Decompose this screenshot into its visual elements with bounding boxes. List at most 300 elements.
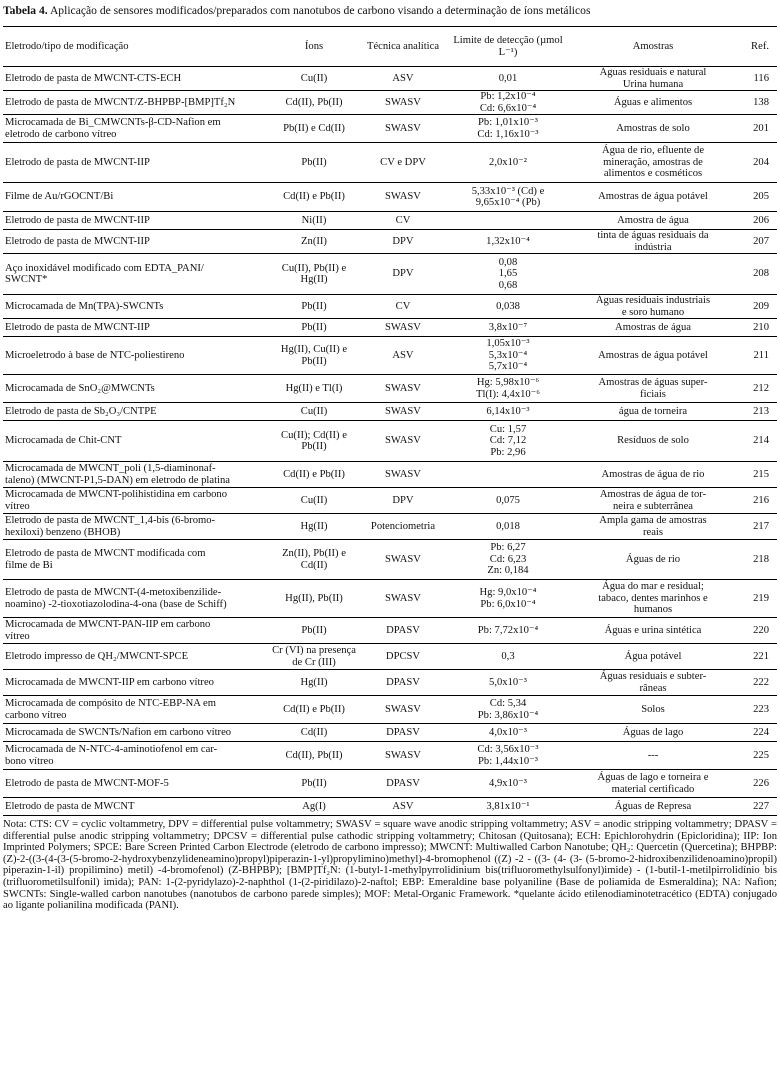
detection-limit-cell — [443, 337, 573, 375]
detection-limit-cell-line: 6,14x10⁻³ — [486, 405, 530, 417]
ions-cell-line: Pb(II) — [301, 441, 327, 452]
detection-limit-cell — [443, 742, 573, 770]
technique-cell — [363, 67, 443, 91]
electrode-cell — [3, 462, 265, 488]
samples-cell-line: Águas residuais industriais — [595, 295, 711, 307]
electrode-cell-line: Eletrodo de pasta de MWCNT/Z-BHPBP-[BMP]Tf₂N — [5, 96, 236, 108]
header-ions: Íons — [304, 40, 324, 52]
detection-limit-cell-line: Pb: 1,44x10⁻³ — [478, 755, 538, 767]
ions-cell-line: Hg(II) — [300, 274, 328, 285]
ref-cell: 206 — [753, 214, 769, 226]
detection-limit-cell — [443, 212, 573, 230]
ref-cell: 220 — [753, 624, 769, 636]
detection-limit-cell-line: 3,8x10⁻⁷ — [488, 321, 528, 333]
samples-cell — [573, 319, 733, 337]
table-row — [3, 580, 777, 618]
samples-cell-line: água de torneira — [618, 405, 688, 417]
detection-limit-cell-line: Hg: 5,98x10⁻⁶ — [476, 377, 540, 389]
technique-cell — [363, 514, 443, 540]
technique-cell — [363, 540, 443, 580]
samples-cell-line: Água de rio, efluente de — [601, 145, 705, 157]
table-row — [3, 91, 777, 115]
technique-cell — [363, 254, 443, 295]
ions-cell — [265, 540, 363, 580]
table-row — [3, 696, 777, 724]
electrode-cell-line: vítreo — [5, 500, 30, 512]
ref-cell: 224 — [753, 726, 769, 738]
detection-limit-cell — [443, 319, 573, 337]
samples-cell — [573, 580, 733, 618]
samples-cell-line: alimentos e cosméticos — [603, 168, 703, 180]
detection-limit-cell-line: Pb: 7,72x10⁻⁴ — [477, 624, 539, 636]
table-row — [3, 488, 777, 514]
samples-cell-line: Águas de lago e torneira e — [597, 772, 709, 784]
samples-cell-line: Amostras de água de tor- — [599, 489, 707, 501]
ref-cell: 226 — [753, 777, 769, 789]
detection-limit-cell — [443, 403, 573, 421]
ions-cell-line: Cd(II), Pb(II) — [285, 749, 343, 761]
ref-cell: 217 — [753, 520, 769, 532]
technique-cell-line: SWASV — [385, 435, 421, 447]
samples-cell — [573, 644, 733, 670]
electrode-cell — [3, 254, 265, 295]
technique-cell-line: SWASV — [385, 191, 421, 203]
samples-cell — [573, 742, 733, 770]
detection-limit-cell-line: Zn: 0,184 — [487, 565, 529, 577]
electrode-cell-line: taleno) (MWCNT-P1,5-DAN) em eletrodo de platina — [5, 474, 230, 486]
detection-limit-cell-line: 5,3x10⁻⁴ — [488, 349, 528, 361]
technique-cell — [363, 319, 443, 337]
ref-cell: 218 — [753, 553, 769, 565]
ions-cell — [265, 143, 363, 183]
samples-cell — [573, 514, 733, 540]
ions-cell — [265, 254, 363, 295]
ref-cell: 221 — [753, 650, 769, 662]
table-row — [3, 254, 777, 295]
technique-cell-line: SWASV — [385, 703, 421, 715]
technique-cell-line: ASV — [392, 800, 414, 812]
table-row — [3, 540, 777, 580]
table-row — [3, 770, 777, 798]
electrode-cell-line: Microcamada de Mn(TPA)-SWCNTs — [5, 300, 164, 312]
technique-cell-line: DPASV — [386, 676, 420, 688]
electrode-cell-line: Eletrodo de pasta de MWCNT-IIP — [5, 235, 150, 247]
ions-cell — [265, 696, 363, 724]
electrode-cell-line: Eletrodo de pasta de MWCNT modificada com — [5, 548, 206, 560]
ref-cell: 219 — [753, 592, 769, 604]
samples-cell-line: Amostras de solo — [616, 122, 690, 134]
technique-cell — [363, 770, 443, 798]
ions-cell — [265, 462, 363, 488]
detection-limit-cell-line: 4,0x10⁻³ — [489, 726, 527, 738]
detection-limit-cell-line: 5,7x10⁻⁴ — [488, 361, 528, 373]
samples-cell-line: tinta de águas residuais da — [597, 230, 709, 242]
detection-limit-cell-line: Hg: 9,0x10⁻⁴ — [479, 587, 537, 599]
detection-limit-cell-line: Cu: 1,57 — [489, 423, 527, 435]
ions-cell-line: Hg(II) — [300, 520, 328, 532]
ref-cell: 208 — [753, 268, 769, 280]
samples-cell-line: indústria — [634, 241, 672, 253]
ions-cell-line: Hg(II), Cu(II) e — [280, 344, 348, 356]
samples-cell — [573, 91, 733, 115]
detection-limit-cell-line: Pb: 6,0x10⁻⁴ — [480, 598, 536, 610]
detection-limit-cell — [443, 580, 573, 618]
electrode-cell-line: SWCNT* — [5, 274, 48, 285]
sensors-table — [3, 26, 777, 816]
technique-cell — [363, 421, 443, 462]
electrode-cell — [3, 403, 265, 421]
electrode-cell — [3, 798, 265, 816]
technique-cell-line: SWASV — [385, 122, 421, 134]
detection-limit-cell — [443, 724, 573, 742]
ref-cell: 227 — [753, 800, 769, 812]
ref-cell: 205 — [753, 191, 769, 203]
ions-cell — [265, 115, 363, 143]
electrode-cell — [3, 644, 265, 670]
ions-cell-line: Pb(II) e Cd(II) — [283, 122, 345, 134]
ions-cell-line: Pb(II) — [301, 777, 327, 789]
detection-limit-cell-line: Cd: 1,16x10⁻³ — [477, 128, 539, 140]
detection-limit-cell-line: 0,01 — [498, 72, 518, 84]
electrode-cell — [3, 337, 265, 375]
ref-cell: 223 — [753, 703, 769, 715]
ions-cell — [265, 580, 363, 618]
technique-cell-line: SWASV — [385, 553, 421, 565]
electrode-cell-line: Microcamada de N-NTC-4-aminotiofenol em car- — [5, 744, 218, 756]
samples-cell — [573, 488, 733, 514]
ref-cell: 116 — [753, 72, 769, 84]
ions-cell-line: Hg(II) e Tl(I) — [285, 382, 343, 394]
electrode-cell-line: noamino) -2-tioxotiazolodina-4-ona (base de Schiff) — [5, 598, 227, 610]
detection-limit-cell-line: 0,018 — [496, 520, 520, 532]
ref-cell: 213 — [753, 405, 769, 417]
ions-cell — [265, 67, 363, 91]
samples-cell-line: Águas e alimentos — [613, 96, 693, 108]
detection-limit-cell-line: 4,9x10⁻³ — [489, 777, 527, 789]
ions-cell — [265, 421, 363, 462]
technique-cell-line: SWASV — [385, 405, 421, 417]
technique-cell-line: Potenciometria — [370, 520, 436, 532]
ref-cell: 214 — [753, 435, 769, 447]
technique-cell — [363, 183, 443, 212]
table-row — [3, 618, 777, 644]
detection-limit-cell — [443, 696, 573, 724]
ions-cell — [265, 295, 363, 319]
samples-cell — [573, 183, 733, 212]
ions-cell-line: Hg(II), Pb(II) — [285, 592, 343, 604]
samples-cell-line: Amostras de água de rio — [601, 468, 705, 480]
technique-cell-line: CV — [395, 300, 411, 312]
technique-cell — [363, 488, 443, 514]
samples-cell-line: Águas de lago — [622, 726, 684, 738]
table-row — [3, 670, 777, 696]
electrode-cell-line: carbono vítreo — [5, 709, 67, 721]
samples-cell-line: Solos — [641, 703, 665, 715]
samples-cell-line: Águas de rio — [625, 553, 681, 565]
electrode-cell-line: Eletrodo de pasta de MWCNT-IIP — [5, 321, 150, 333]
electrode-cell — [3, 540, 265, 580]
ions-cell-line: Cd(II), Pb(II) — [285, 96, 343, 108]
samples-cell-line: --- — [647, 749, 659, 761]
detection-limit-cell-line: 1,05x10⁻³ — [486, 338, 530, 350]
detection-limit-cell — [443, 540, 573, 580]
electrode-cell — [3, 319, 265, 337]
technique-cell — [363, 403, 443, 421]
detection-limit-cell-line: Pb: 6,27 — [490, 542, 526, 554]
ref-cell: 204 — [753, 156, 769, 168]
detection-limit-cell-line: 1,65 — [498, 268, 518, 280]
electrode-cell-line: Microeletrodo à base de NTC-poliestireno — [5, 349, 185, 361]
detection-limit-cell-line: 1,32x10⁻⁴ — [486, 235, 530, 247]
table-row — [3, 724, 777, 742]
ions-cell-line: Ni(II) — [301, 214, 327, 226]
samples-cell — [573, 230, 733, 254]
samples-cell-line: Águas residuais e subter- — [599, 671, 707, 683]
table-row — [3, 183, 777, 212]
detection-limit-cell-line: 2,0x10⁻² — [489, 156, 527, 168]
electrode-cell-line: Microcamada de MWCNT-polihistidina em carbono — [5, 489, 228, 501]
technique-cell — [363, 644, 443, 670]
table-row — [3, 295, 777, 319]
samples-cell — [573, 770, 733, 798]
technique-cell-line: DPASV — [386, 624, 420, 636]
technique-cell-line: DPV — [392, 494, 414, 506]
ions-cell-line: Cd(II) — [300, 726, 328, 738]
technique-cell-line: SWASV — [385, 96, 421, 108]
samples-cell-line: râneas — [639, 682, 667, 694]
detection-limit-cell-line: 0,3 — [501, 650, 515, 662]
ions-cell-line: Cu(II) — [300, 405, 328, 417]
table-row — [3, 403, 777, 421]
electrode-cell-line: Microcamada de MWCNT-PAN-IIP em carbono — [5, 619, 211, 631]
electrode-cell-line: Microcamada de Chit-CNT — [5, 435, 122, 447]
samples-cell-line: Resíduos de solo — [617, 435, 689, 447]
electrode-cell-line: Filme de Au/rGOCNT/Bi — [5, 191, 114, 203]
table-row — [3, 115, 777, 143]
electrode-cell — [3, 618, 265, 644]
electrode-cell-line: Microcamada de Bi_CMWCNTs-β-CD-Nafion em — [5, 117, 221, 129]
ions-cell — [265, 375, 363, 403]
detection-limit-cell-line: Cd: 6,6x10⁻⁴ — [479, 102, 537, 114]
electrode-cell-line: Eletrodo de pasta de MWCNT-(4-metoxibenzilide- — [5, 587, 222, 599]
detection-limit-cell-line: Pb: 2,96 — [490, 446, 526, 458]
ions-cell-line: Zn(II), Pb(II) e — [282, 548, 346, 560]
detection-limit-cell-line: 5,33x10⁻³ (Cd) e — [471, 185, 545, 197]
electrode-cell — [3, 724, 265, 742]
samples-cell — [573, 403, 733, 421]
table-row — [3, 421, 777, 462]
ions-cell — [265, 183, 363, 212]
detection-limit-cell — [443, 421, 573, 462]
samples-cell-line: Urina humana — [622, 78, 684, 90]
samples-cell — [573, 724, 733, 742]
electrode-cell — [3, 212, 265, 230]
ions-cell-line: Cd(II) — [300, 559, 328, 571]
header-technique: Técnica analítica — [366, 40, 440, 52]
header-ref: Ref. — [751, 40, 769, 52]
ions-cell-line: Pb(II) — [301, 321, 327, 333]
technique-cell-line: ASV — [392, 349, 414, 361]
samples-cell-line: Amostras de águas super- — [598, 377, 708, 389]
samples-cell — [573, 618, 733, 644]
table-row — [3, 514, 777, 540]
electrode-cell — [3, 514, 265, 540]
detection-limit-cell — [443, 644, 573, 670]
samples-cell-line: Água potável — [624, 650, 682, 662]
electrode-cell-line: eletrodo de carbono vítreo — [5, 128, 117, 140]
technique-cell-line: SWASV — [385, 592, 421, 604]
technique-cell — [363, 115, 443, 143]
ions-cell-line: Zn(II) — [301, 235, 327, 247]
technique-cell — [363, 337, 443, 375]
table-row — [3, 375, 777, 403]
technique-cell — [363, 618, 443, 644]
technique-cell — [363, 580, 443, 618]
detection-limit-cell — [443, 183, 573, 212]
ref-cell: 215 — [753, 468, 769, 480]
ions-cell — [265, 724, 363, 742]
detection-limit-cell — [443, 670, 573, 696]
detection-limit-cell — [443, 254, 573, 295]
ions-cell-line: Pb(II) — [301, 156, 327, 168]
table-row — [3, 644, 777, 670]
electrode-cell — [3, 91, 265, 115]
ions-cell-line: Pb(II) — [301, 624, 327, 636]
samples-cell-line: tabaco, dentes marinhos e — [598, 592, 708, 604]
table-row — [3, 230, 777, 254]
ions-cell-line: Cd(II) e Pb(II) — [283, 191, 345, 203]
ions-cell — [265, 212, 363, 230]
ions-cell-line: Cu(II) — [300, 72, 328, 84]
technique-cell-line: DPV — [392, 268, 414, 280]
ref-cell: 216 — [753, 494, 769, 506]
electrode-cell-line: Eletrodo de pasta de MWCNT-IIP — [5, 214, 150, 226]
samples-cell — [573, 212, 733, 230]
samples-cell-line: neira e subterrânea — [613, 500, 693, 512]
electrode-cell — [3, 742, 265, 770]
ref-cell: 225 — [753, 749, 769, 761]
ions-cell — [265, 488, 363, 514]
detection-limit-cell-line: Cd: 6,23 — [489, 553, 527, 565]
ions-cell-line: Cu(II), Pb(II) e — [281, 262, 347, 274]
table-header-row — [3, 27, 777, 67]
electrode-cell-line: Microcamada de MWCNT_poli (1,5-diaminonaf- — [5, 463, 216, 475]
ions-cell-line: Cr (VI) na presença — [272, 645, 356, 657]
samples-cell — [573, 115, 733, 143]
samples-cell — [573, 540, 733, 580]
technique-cell-line: SWASV — [385, 382, 421, 394]
detection-limit-cell — [443, 798, 573, 816]
ref-cell: 222 — [753, 676, 769, 688]
ref-cell: 210 — [753, 321, 769, 333]
table-caption — [3, 4, 777, 18]
ions-cell-line: de Cr (III) — [292, 656, 336, 668]
table-caption-text: Aplicação de sensores modificados/preparados com nanotubos de carbono visando a determinação de íons metálicos — [49, 4, 591, 17]
electrode-cell — [3, 295, 265, 319]
technique-cell — [363, 724, 443, 742]
samples-cell-line: Águas residuais e natural — [599, 67, 707, 79]
table-footnote: Nota: CTS: CV = cyclic voltammetry, DPV = differential pulse voltammetry; SWASV = square wave anodic stripping voltammetry; ASV = anodic stripping voltammetry; DPASV = differential pulse anodic stripping voltammetry; DPCSV = differential pulse cathodic stripping voltammetry; Chitosan (Quitosana); ECH: Epichlorohydrin (Epicloridina); IIP: Ion Imprinted Polymers; SPCE: Bare Screen Printed Carbon Electrode (eletrodo de carbono impresso); MWCNT: Multiwalled Carbon Nanotube; QH₂: Quercetin (Quercetina); BHPBP: (Z)-2-((3-(4-(3-(5-bromo-2-hydroxybenzylideneamino)propyl)piperazin-1-yl)propylimino)methyl)-4-bromophenol ((Z) -2 - ((3- (4- (3- (5-bromo-2-hidroxibenzilidenoamino)propil) piperazin-1-il) propilimino) metil) -4-bromofenol) (Z-BHPBP); [BMP]Tf₂N: (1-butyl-1-methylpyrrolidinium bis(trifluoromethylsulfonyl)imide) - (1-butil-1-metilpirrolidínio bis (trifluorometilsulfonil) imida); PAN: 1-(2-pyridylazo)-2-naphthol (1-(2-piridilazo)-2-naftol; EBP: Emeraldine base polyaniline (Base de poliamida de Esmeraldina); NA: Nafion; SWCNTs: Single-walled carbon nanotubes (nanotubos de carbono parede simples); MOF: Metal-Organic Framework. *quelante ácido etilenodiaminotetracético (EDTA) conjugado ao ligante polianilina modificada (PANI). — [3, 819, 777, 912]
electrode-cell — [3, 143, 265, 183]
samples-cell — [573, 421, 733, 462]
technique-cell — [363, 230, 443, 254]
samples-cell — [573, 67, 733, 91]
detection-limit-cell-line: Pb: 1,2x10⁻⁴ — [480, 91, 536, 103]
samples-cell — [573, 295, 733, 319]
technique-cell-line: SWASV — [385, 749, 421, 761]
ions-cell — [265, 91, 363, 115]
ions-cell-line: Cd(II) e Pb(II) — [283, 468, 345, 480]
ions-cell-line: Pb(II) — [301, 355, 327, 367]
ref-cell: 207 — [753, 235, 769, 247]
detection-limit-cell-line: Cd: 3,56x10⁻³ — [477, 744, 539, 756]
table-row — [3, 143, 777, 183]
samples-cell — [573, 798, 733, 816]
technique-cell-line: DPCSV — [385, 650, 421, 662]
detection-limit-cell-line: 5,0x10⁻³ — [489, 676, 527, 688]
ions-cell — [265, 742, 363, 770]
electrode-cell — [3, 183, 265, 212]
technique-cell — [363, 462, 443, 488]
electrode-cell — [3, 770, 265, 798]
ref-cell: 212 — [753, 382, 769, 394]
detection-limit-cell — [443, 488, 573, 514]
technique-cell — [363, 212, 443, 230]
ions-cell-line: Cu(II) — [300, 494, 328, 506]
detection-limit-cell-line: Pb: 3,86x10⁻⁴ — [477, 709, 539, 721]
detection-limit-cell — [443, 295, 573, 319]
samples-cell-line: e soro humano — [621, 306, 685, 318]
detection-limit-cell-line: 3,81x10⁻¹ — [486, 800, 530, 812]
technique-cell-line: DPV — [392, 235, 414, 247]
ions-cell — [265, 230, 363, 254]
table-row — [3, 319, 777, 337]
electrode-cell-line: vítreo — [5, 630, 30, 642]
ions-cell — [265, 644, 363, 670]
header-electrode: Eletrodo/tipo de modificação — [5, 40, 129, 52]
electrode-cell — [3, 421, 265, 462]
table-row — [3, 462, 777, 488]
electrode-cell-line: Eletrodo de pasta de Sb₂O₃/CNTPE — [5, 405, 157, 417]
detection-limit-cell — [443, 514, 573, 540]
technique-cell — [363, 91, 443, 115]
technique-cell — [363, 670, 443, 696]
electrode-cell-line: Microcamada de SWCNTs/Nafion em carbono vítreo — [5, 726, 232, 738]
electrode-cell-line: bono vítreo — [5, 755, 54, 767]
electrode-cell-line: Eletrodo de pasta de MWCNT — [5, 800, 135, 812]
samples-cell — [573, 143, 733, 183]
technique-cell-line: DPASV — [386, 726, 420, 738]
ions-cell — [265, 337, 363, 375]
samples-cell-line: Amostras de água potável — [598, 349, 708, 361]
detection-limit-cell-line: Cd: 5,34 — [489, 698, 527, 710]
samples-cell-line: Água do mar e residual; — [602, 581, 704, 593]
samples-cell-line: Águas e urina sintética — [604, 624, 702, 636]
ref-cell: 201 — [753, 122, 769, 134]
table-row — [3, 212, 777, 230]
electrode-cell-line: Microcamada de compósito de NTC-EBP-NA em — [5, 698, 216, 710]
ions-cell-line: Ag(I) — [302, 800, 326, 812]
electrode-cell — [3, 230, 265, 254]
electrode-cell-line: Eletrodo de pasta de MWCNT-CTS-ECH — [5, 72, 182, 84]
electrode-cell-line: Eletrodo de pasta de MWCNT_1,4-bis (6-bromo- — [5, 515, 216, 527]
ions-cell-line: Hg(II) — [300, 676, 328, 688]
samples-cell — [573, 337, 733, 375]
technique-cell — [363, 798, 443, 816]
detection-limit-cell-line: Cd: 7,12 — [489, 435, 527, 447]
detection-limit-cell — [443, 91, 573, 115]
detection-limit-cell — [443, 143, 573, 183]
